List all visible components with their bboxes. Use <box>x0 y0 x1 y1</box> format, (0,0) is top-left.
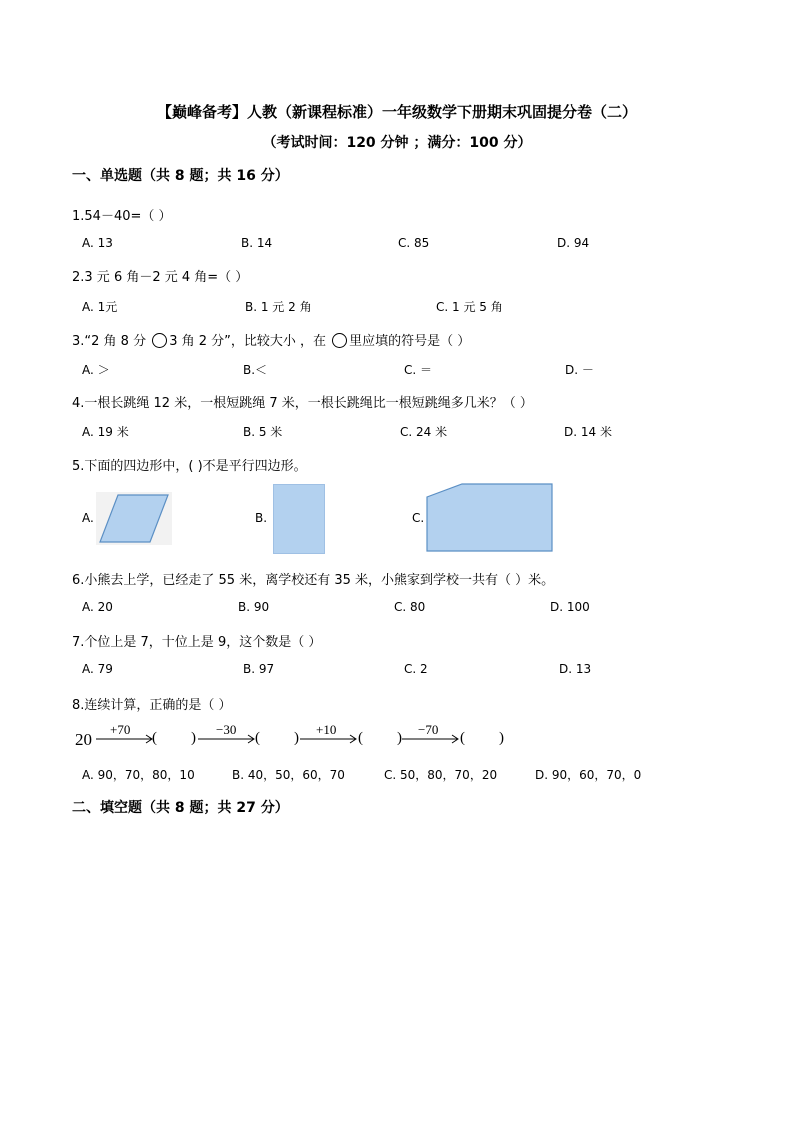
q4-option-c[interactable]: C. 24 米 <box>400 425 448 439</box>
q6-option-c[interactable]: C. 80 <box>394 600 426 614</box>
q5-option-c[interactable]: C. <box>412 511 425 525</box>
arrow-right-icon <box>198 734 258 744</box>
question-3 <box>72 330 470 349</box>
q8-option-b[interactable]: B. 40，50，60，70 <box>232 768 345 782</box>
question-4: 4.一根长跳绳 12 米，一根短跳绳 7 米，一根长跳绳比一根短跳绳多几米？（ ） <box>72 396 533 411</box>
q4-option-d[interactable]: D. 14 米 <box>564 425 612 439</box>
arrow-right-icon <box>300 734 360 744</box>
pentagon-shape <box>426 483 554 553</box>
q4-option-b[interactable]: B. 5 米 <box>243 425 283 439</box>
chain-blank-4: ( ) <box>460 730 504 746</box>
chain-step-4-label: −70 <box>418 722 439 737</box>
q3-text-part1: 3.“2 角 8 分 <box>72 334 147 349</box>
q1-option-a[interactable]: A. 13 <box>82 236 113 250</box>
question-8: 8.连续计算，正确的是（ ） <box>72 698 232 713</box>
q2-option-a[interactable]: A. 1元 <box>82 300 118 314</box>
q8-option-c[interactable]: C. 50，80，70，20 <box>384 768 498 782</box>
chain-start-number: 20 <box>75 730 92 749</box>
exam-title: 【巅峰备考】人教（新课程标准）一年级数学下册期末巩固提分卷（二） <box>156 103 637 121</box>
q5-option-a[interactable]: A. <box>82 511 94 525</box>
chain-blank-3: ( ) <box>358 730 402 746</box>
q3-option-d[interactable]: D. － <box>565 363 594 377</box>
section-1-title: 一、单选题（共 8 题；共 16 分） <box>72 168 289 184</box>
q2-option-b[interactable]: B. 1 元 2 角 <box>245 300 312 314</box>
q1-option-b[interactable]: B. 14 <box>241 236 273 250</box>
question-5: 5.下面的四边形中，( )不是平行四边形。 <box>72 459 307 474</box>
q6-option-a[interactable]: A. 20 <box>82 600 113 614</box>
q3-text-part2: 3 角 2 分”，比较大小 ，在 <box>169 334 327 349</box>
q6-option-b[interactable]: B. 90 <box>238 600 270 614</box>
q5-option-b[interactable]: B. <box>255 511 268 525</box>
q7-option-b[interactable]: B. 97 <box>243 662 275 676</box>
question-7: 7.个位上是 7，十位上是 9，这个数是（ ） <box>72 635 322 650</box>
blank-circle-icon <box>332 333 347 348</box>
chain-step-2-label: −30 <box>216 722 237 737</box>
q3-text-part3: 里应填的符号是（ ） <box>349 334 471 349</box>
section-2-title: 二、填空题（共 8 题；共 27 分） <box>72 800 289 816</box>
q8-option-a[interactable]: A. 90，70，80，10 <box>82 768 195 782</box>
q7-option-d[interactable]: D. 13 <box>559 662 592 676</box>
question-6: 6.小熊去上学，已经走了 55 米，离学校还有 35 米，小熊家到学校一共有（ ）米。 <box>72 573 555 588</box>
q1-option-d[interactable]: D. 94 <box>557 236 590 250</box>
exam-subtitle: （考试时间：120 分钟 ；满分：100 分） <box>262 135 532 151</box>
q3-option-b[interactable]: B.＜ <box>243 363 268 377</box>
arrow-right-icon <box>96 734 156 744</box>
q7-option-c[interactable]: C. 2 <box>404 662 428 676</box>
rectangle-shape <box>273 484 326 555</box>
question-2: 2.3 元 6 角－2 元 4 角=（ ） <box>72 270 249 285</box>
chain-step-3-label: +10 <box>316 722 337 737</box>
q2-option-c[interactable]: C. 1 元 5 角 <box>436 300 503 314</box>
q1-option-c[interactable]: C. 85 <box>398 236 430 250</box>
question-1: 1.54－40=（ ） <box>72 209 172 224</box>
q3-option-c[interactable]: C. ＝ <box>404 363 433 377</box>
parallelogram-shape <box>96 492 172 545</box>
q8-option-d[interactable]: D. 90，60，70，0 <box>535 768 642 782</box>
chain-blank-1: ( ) <box>152 730 196 746</box>
blank-circle-icon <box>152 333 167 348</box>
chain-blank-2: ( ) <box>255 730 299 746</box>
chain-step-1-label: +70 <box>110 722 131 737</box>
arrow-right-icon <box>402 734 462 744</box>
q3-option-a[interactable]: A. ＞ <box>82 363 110 377</box>
q6-option-d[interactable]: D. 100 <box>550 600 590 614</box>
q4-option-a[interactable]: A. 19 米 <box>82 425 129 439</box>
q7-option-a[interactable]: A. 79 <box>82 662 113 676</box>
